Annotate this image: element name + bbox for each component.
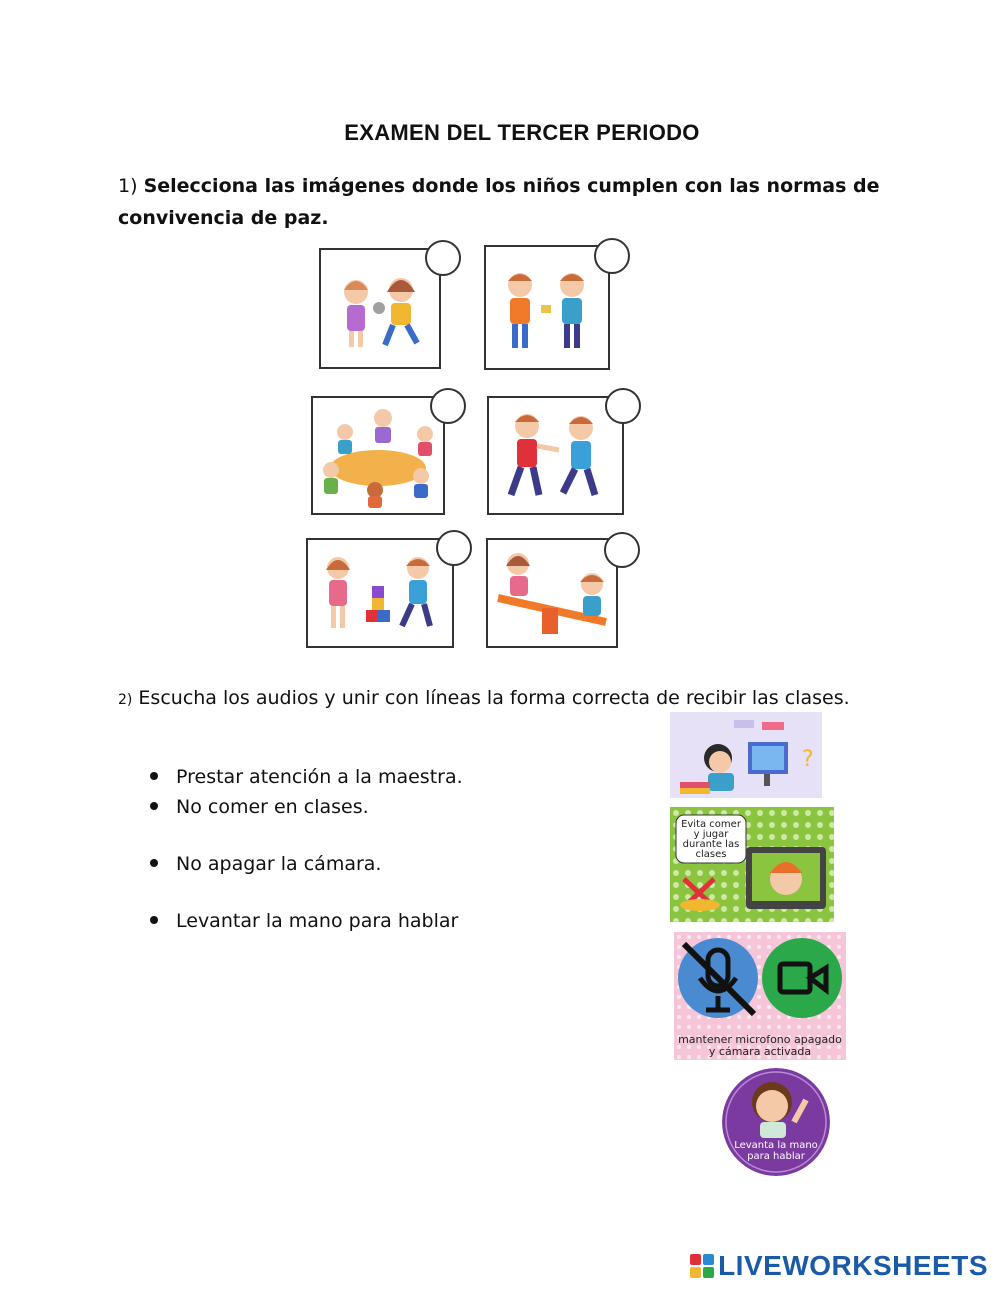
liveworksheets-logo-icon: [690, 1254, 714, 1278]
rule-text: Levantar la mano para hablar: [176, 910, 459, 932]
select-circle-6[interactable]: [604, 532, 640, 568]
question-2-number: 2): [118, 692, 133, 708]
kids-blocks-illustration: [308, 540, 452, 646]
list-item[interactable]: [150, 853, 381, 875]
boys-sharing-illustration: [486, 247, 608, 368]
attention-picture[interactable]: [670, 712, 822, 798]
picture-card-4: [487, 396, 624, 515]
hand-sign-text-line-2: para hablar: [747, 1151, 805, 1162]
bullet-icon: [150, 802, 158, 810]
girl-computer-illustration: [670, 712, 822, 798]
picture-card-1: [319, 248, 441, 369]
svg-text:?: ?: [802, 747, 814, 772]
question-2: [118, 682, 878, 716]
mic-sign-text-line-2: y cámara activada: [708, 1045, 812, 1058]
raise-hand-picture[interactable]: [722, 1068, 830, 1176]
no-eating-sign-text: Evita comer y jugar durante las clases: [681, 819, 741, 860]
rule-text: Prestar atención a la maestra.: [176, 766, 463, 788]
select-circle-2[interactable]: [594, 238, 630, 274]
rule-text: No apagar la cámara.: [176, 853, 382, 875]
bullet-icon: [150, 859, 158, 867]
list-item[interactable]: [150, 796, 369, 818]
camera-on-picture[interactable]: [674, 932, 846, 1060]
select-circle-1[interactable]: [425, 240, 461, 276]
bullet-icon: [150, 772, 158, 780]
hand-sign-text-line-1: Levanta la mano: [734, 1140, 818, 1151]
no-eating-picture[interactable]: [670, 807, 834, 922]
select-circle-4[interactable]: [605, 388, 641, 424]
question-1-text: Selecciona las imágenes donde los niños cumplen con las normas de convivencia de paz.: [118, 175, 880, 229]
kids-at-table-illustration: [313, 398, 443, 513]
bullet-icon: [150, 916, 158, 924]
picture-card-6: [486, 538, 618, 648]
question-2-text: Escucha los audios y unir con líneas la forma correcta de recibir las clases.: [138, 687, 850, 709]
picture-card-3: [311, 396, 445, 515]
select-circle-5[interactable]: [436, 530, 472, 566]
mic-sign-text-line-1: mantener microfono apagado: [678, 1033, 842, 1046]
picture-card-2: [484, 245, 610, 370]
question-1-number: 1): [118, 175, 138, 197]
list-item[interactable]: [150, 910, 458, 932]
girls-fighting-illustration: [321, 250, 439, 367]
rule-text: No comer en clases.: [176, 796, 369, 818]
kids-seesaw-illustration: [488, 540, 616, 646]
select-circle-3[interactable]: [430, 388, 466, 424]
boy-pushing-illustration: [489, 398, 622, 513]
list-item[interactable]: [150, 766, 463, 788]
brand-name: LIVEWORKSHEETS: [718, 1250, 988, 1281]
page-title: EXAMEN DEL TERCER PERIODO: [344, 120, 700, 145]
question-1: [118, 170, 928, 234]
brand-footer: [690, 1250, 988, 1282]
picture-card-5: [306, 538, 454, 648]
